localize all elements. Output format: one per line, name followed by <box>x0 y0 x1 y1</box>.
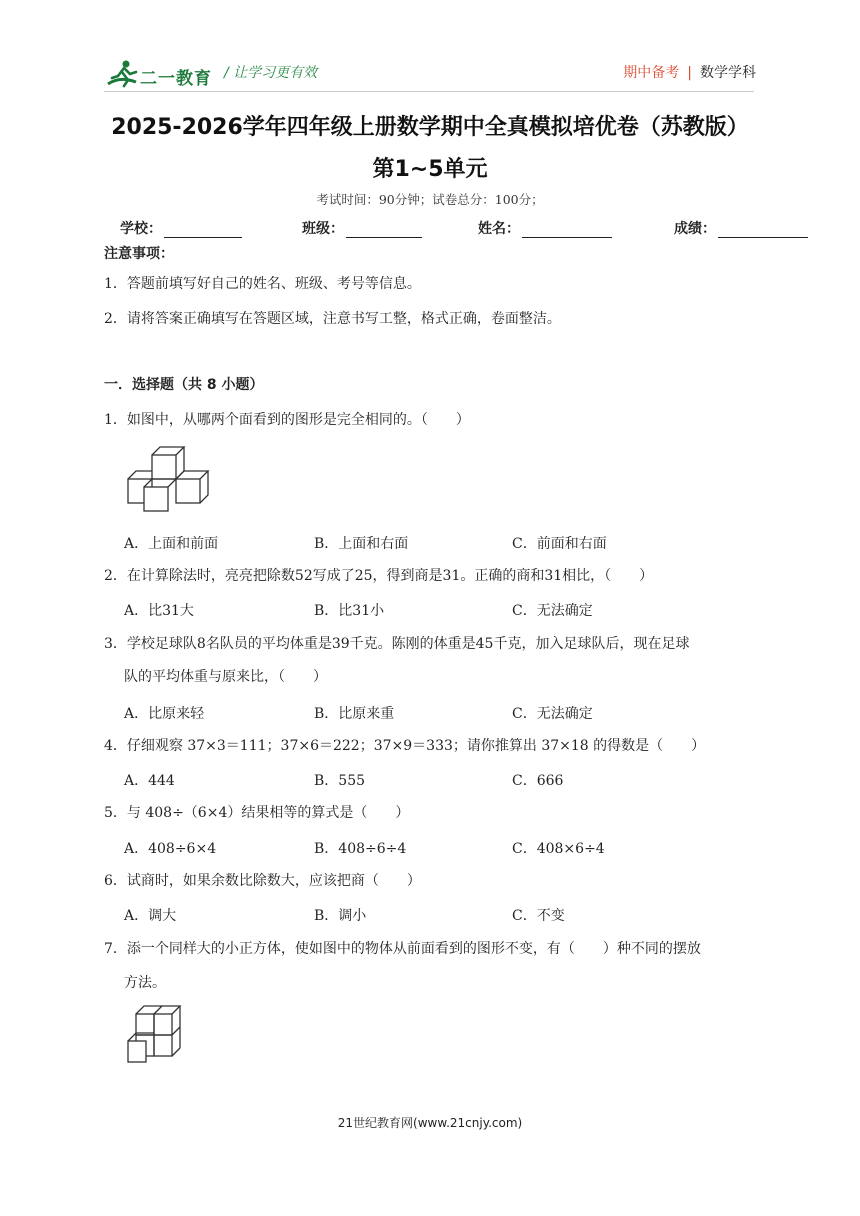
option-c[interactable]: C．不变 <box>512 908 565 924</box>
exam-type-label: 期中备考 <box>623 65 680 81</box>
question-6-text: 6．试商时，如果余数比除数大，应该把商（ ） <box>104 873 421 889</box>
page-title: 2025-2026学年四年级上册数学期中全真模拟培优卷（苏教版） <box>111 115 749 140</box>
option-c[interactable]: C．666 <box>512 773 564 789</box>
school-blank[interactable] <box>164 223 242 238</box>
logo-text: 二一教育 <box>140 69 212 89</box>
question-2-options <box>124 600 593 620</box>
option-b[interactable]: B．408÷6÷4 <box>314 841 407 857</box>
question-7-text-cont: 方法。 <box>124 975 166 991</box>
note-item: 1．答题前填写好自己的姓名、班级、考号等信息。 <box>104 276 421 292</box>
slogan: / 让学习更有效 <box>224 65 318 81</box>
question-3-text: 3．学校足球队8名队员的平均体重是39千克。陈刚的体重是45千克，加入足球队后，现在足球 <box>104 636 690 652</box>
option-a[interactable]: A．444 <box>124 773 175 789</box>
option-b[interactable]: B．比原来重 <box>314 706 395 722</box>
page-footer: 21世纪教育网(www.21cnjy.com) <box>337 1116 523 1130</box>
class-field <box>302 218 478 238</box>
question-5-options <box>124 838 605 858</box>
name-label: 姓名： <box>478 221 520 237</box>
exam-info: 考试时间：90分钟；试卷总分：100分； <box>316 192 544 207</box>
cube-stack-figure <box>124 1000 186 1064</box>
option-b[interactable]: B．555 <box>314 773 366 789</box>
option-c[interactable]: C．408×6÷4 <box>512 841 605 857</box>
school-label: 学校： <box>120 221 162 237</box>
score-blank[interactable] <box>718 223 808 238</box>
option-b[interactable]: B．上面和右面 <box>314 536 409 552</box>
question-3-text-cont: 队的平均体重与原来比，（ ） <box>124 669 327 685</box>
option-b[interactable]: B．比31小 <box>314 603 385 619</box>
note-item: 2．请将答案正确填写在答题区域，注意书写工整，格式正确，卷面整洁。 <box>104 311 561 327</box>
option-c[interactable]: C．无法确定 <box>512 603 593 619</box>
option-c[interactable]: C．无法确定 <box>512 706 593 722</box>
question-3-options <box>124 703 593 723</box>
class-label: 班级： <box>302 221 344 237</box>
header-separator: | <box>687 65 692 81</box>
option-a[interactable]: A．408÷6×4 <box>124 841 217 857</box>
score-field <box>674 218 808 238</box>
school-field <box>120 218 302 238</box>
score-label: 成绩： <box>674 221 716 237</box>
question-4-options <box>124 770 563 790</box>
header-divider <box>104 91 754 92</box>
student-info-fields <box>120 218 808 238</box>
option-a[interactable]: A．调大 <box>124 908 177 924</box>
notes-heading: 注意事项： <box>104 246 174 262</box>
section-heading: 一．选择题（共 8 小题） <box>104 377 264 393</box>
cube-stack-figure <box>124 445 210 513</box>
option-a[interactable]: A．比31大 <box>124 603 194 619</box>
option-a[interactable]: A．比原来轻 <box>124 706 205 722</box>
subject-label: 数学学科 <box>700 65 756 81</box>
name-blank[interactable] <box>522 223 612 238</box>
class-blank[interactable] <box>346 223 422 238</box>
question-1-text: 1．如图中，从哪两个面看到的图形是完全相同的。（ ） <box>104 412 470 428</box>
name-field <box>478 218 674 238</box>
question-5-text: 5．与 408÷（6×4）结果相等的算式是（ ） <box>104 805 410 821</box>
option-c[interactable]: C．前面和右面 <box>512 536 607 552</box>
question-1-options <box>124 533 607 553</box>
question-7-text: 7．添一个同样大的小正方体，使如图中的物体从前面看到的图形不变，有（ ）种不同的摆放 <box>104 941 701 957</box>
question-6-options <box>124 905 565 925</box>
option-b[interactable]: B．调小 <box>314 908 367 924</box>
question-2-text: 2．在计算除法时，亮亮把除数52写成了25，得到商是31。正确的商和31相比，（ ） <box>104 568 654 584</box>
header-right <box>623 62 756 82</box>
option-a[interactable]: A．上面和前面 <box>124 536 219 552</box>
page-subtitle: 第1~5单元 <box>372 157 488 182</box>
question-4-text: 4．仔细观察 37×3＝111；37×6＝222；37×9＝333；请你推算出 37×18 的得数是（ ） <box>104 738 706 754</box>
